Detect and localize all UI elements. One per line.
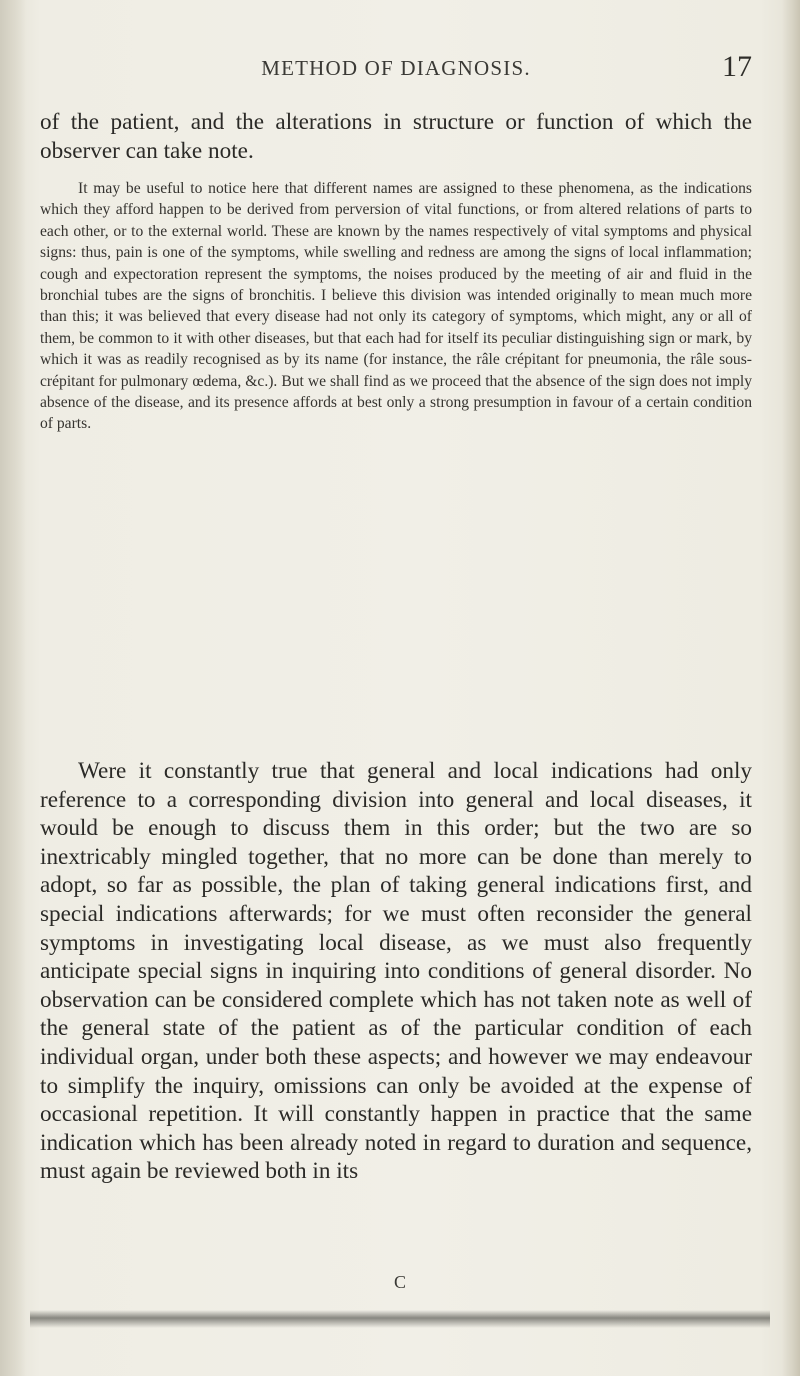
text-block-general-local xyxy=(40,757,752,1186)
running-title: METHOD OF DIAGNOSIS. xyxy=(261,56,531,80)
scan-shadow-band xyxy=(30,1310,770,1328)
paragraph-symptoms-signs: It may be useful to notice here that different names are assigned to these phenomena, as the indications which they afford happen to be derived from perversion of vital functions, or from altered relations of parts to each other, or to the external world. These are known by the names respectively of vital symptoms and physical signs: thus, pain is one of the symptoms, while swelling and redness are among the signs of local inflammation; cough and expectoration represent the symptoms, the noises produced by the meeting of air and fluid in the bronchial tubes are the signs of bronchitis. I believe this division was intended originally to mean much more than this; it was believed that every disease had not only its category of symptoms, which might, any or all of them, be common to it with other diseases, but that each had for itself its peculiar distinguishing sign or mark, by which it was as readily recognised as by its name (for instance, the râle crépitant for pneumonia, the râle sous-crépitant for pulmonary œdema, &c.). But we shall find as we proceed that the absence of the sign does not imply absence of the disease, and its presence affords at best only a strong presumption in favour of a certain condition of parts. xyxy=(40,180,752,433)
text-block-small-print xyxy=(40,178,752,435)
signature-mark: C xyxy=(393,1272,406,1292)
gutter-shadow xyxy=(0,0,26,1376)
page-number: 17 xyxy=(722,50,752,83)
page-edge xyxy=(782,0,800,1376)
paragraph-general-local: Were it constantly true that general and local indications had only reference to a corresponding division into general and local diseases, it would be enough to discuss them in this order; but the two are so inextricably mingled together, that no more can be done than merely to adopt, so far as possible, the plan of taking general indications first, and special indications afterwards; for we must often reconsider the general symptoms in investigating local disease, as we must also frequently anticipate special signs in inquiring into conditions of general disorder. No observation can be considered complete which has not taken note as well of the general state of the patient as of the particular condition of each individual organ, under both these aspects; and however we may endeavour to simplify the inquiry, omissions can only be avoided at the expense of occasional repetition. It will constantly happen in practice that the same indication which has been already noted in regard to duration and sequence, must again be reviewed both in its xyxy=(40,758,752,1185)
text-block-continuation xyxy=(40,108,752,165)
paragraph-continuation: of the patient, and the alterations in structure or function of which the observer can take note. xyxy=(40,109,752,164)
page-header xyxy=(40,50,752,96)
